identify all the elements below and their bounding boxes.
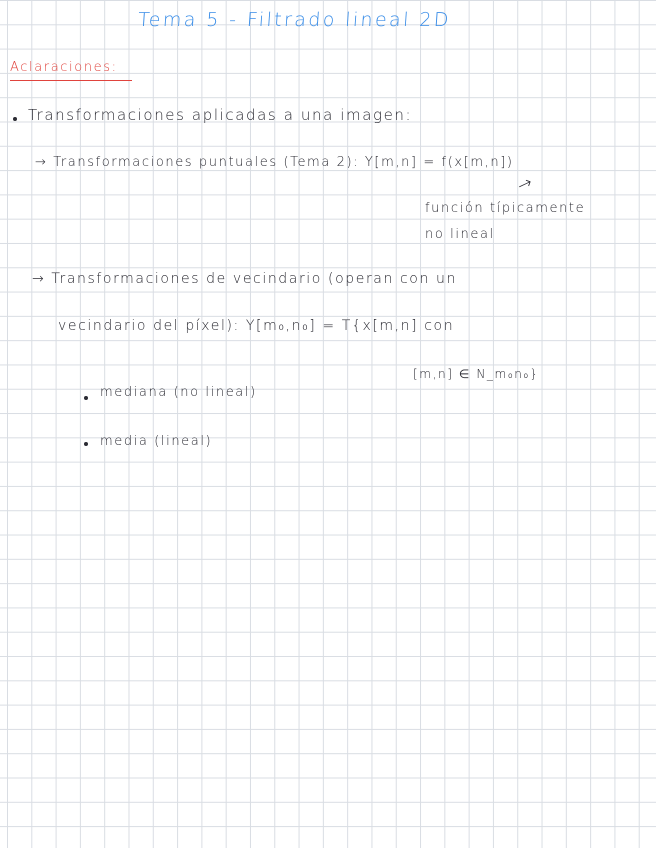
- sub-bullet-mediana: mediana (no lineal): [100, 385, 257, 400]
- section-heading: Aclaraciones:: [10, 60, 118, 75]
- page-title: Tema 5 - Filtrado lineal 2D: [137, 9, 452, 31]
- annotation-line-1: función típicamente: [425, 201, 586, 216]
- arrow-up-right-icon: ↗: [514, 172, 537, 197]
- neighborhood-line-1: → Transformaciones de vecindario (operan con un: [32, 271, 457, 287]
- bullet-icon: [84, 396, 88, 400]
- sub-bullet-media: media (lineal): [100, 434, 213, 449]
- bullet-icon: [13, 117, 17, 121]
- point-transforms-line: → Transformaciones puntuales (Tema 2): Y[m,n] = f(x[m,n]): [35, 155, 514, 170]
- neighborhood-line-2: vecindario del píxel): Y[m₀,n₀] = T{x[m,n] con: [58, 318, 455, 334]
- bullet-icon: [84, 442, 88, 446]
- heading-underline: [10, 80, 132, 81]
- annotation-line-2: no lineal: [425, 227, 495, 242]
- neighborhood-line-3: [m,n] ∈ N_m₀n₀}: [413, 367, 540, 381]
- bullet-transformaciones: Transformaciones aplicadas a una imagen:: [28, 106, 413, 124]
